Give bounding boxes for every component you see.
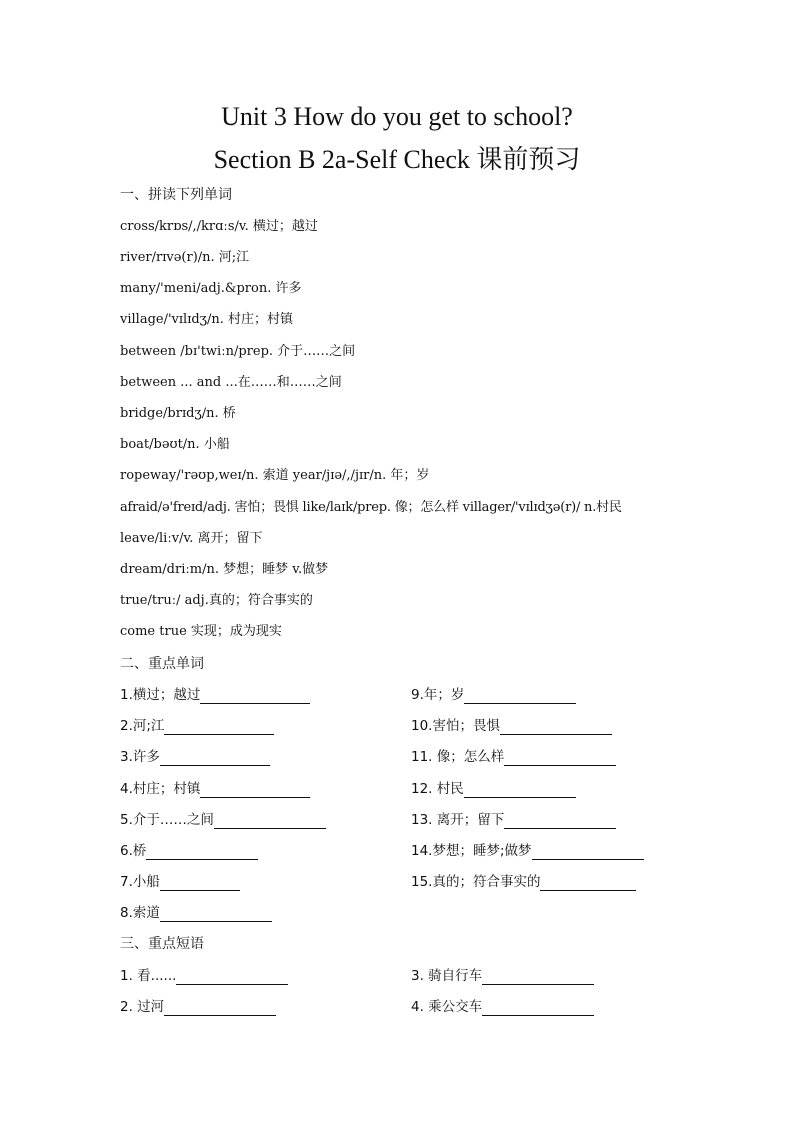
answer-blank[interactable] (482, 1000, 594, 1016)
exercise-prompt: 6.桥 (120, 843, 147, 859)
answer-blank[interactable] (160, 875, 240, 891)
section-heading-key-phrases: 三、重点短语 (120, 936, 204, 952)
exercise-prompt: 8.索道 (120, 905, 160, 921)
answer-blank[interactable] (500, 719, 612, 735)
exercise-item (411, 748, 616, 766)
vocab-line: come true 实现；成为现实 (120, 624, 282, 639)
page-title: Unit 3 How do you get to school? (221, 102, 573, 131)
vocab-line: between ... and ...在……和……之间 (120, 375, 342, 390)
answer-blank[interactable] (160, 750, 270, 766)
exercise-prompt: 1.横过；越过 (120, 687, 201, 703)
exercise-prompt: 4.村庄；村镇 (120, 781, 201, 797)
exercise-prompt: 3. 骑自行车 (411, 968, 483, 984)
exercise-item (411, 842, 644, 860)
exercise-item (411, 780, 576, 798)
exercise-prompt: 11. 像；怎么样 (411, 749, 505, 765)
answer-blank[interactable] (164, 719, 274, 735)
exercise-prompt: 14.梦想；睡梦;做梦 (411, 843, 532, 859)
exercise-prompt: 12. 村民 (411, 781, 464, 797)
exercise-item (120, 717, 274, 735)
answer-blank[interactable] (164, 1000, 276, 1016)
exercise-item (411, 686, 576, 704)
vocab-line: dream/driːm/n. 梦想；睡梦 v.做梦 (120, 562, 329, 577)
exercise-prompt: 5.介于……之间 (120, 812, 214, 828)
exercise-prompt: 7.小船 (120, 874, 160, 890)
exercise-item (120, 842, 258, 860)
vocab-line: ropeway/'rəʊp,weɪ/n. 索道 year/jɪə/,/jɪr/n. 年；岁 (120, 468, 430, 483)
exercise-item (120, 748, 270, 766)
answer-blank[interactable] (482, 969, 594, 985)
exercise-prompt: 3.许多 (120, 749, 160, 765)
exercise-item (120, 998, 276, 1016)
answer-blank[interactable] (146, 844, 258, 860)
answer-blank[interactable] (214, 813, 326, 829)
section-heading-key-words: 二、重点单词 (120, 656, 204, 672)
exercise-prompt: 2.河;江 (120, 718, 165, 734)
exercise-item (120, 904, 272, 922)
exercise-item (411, 811, 616, 829)
vocab-line: boat/bəʊt/n. 小船 (120, 437, 230, 452)
exercise-item (120, 780, 310, 798)
exercise-item (411, 717, 612, 735)
vocab-line: village/'vɪlɪdʒ/n. 村庄；村镇 (120, 312, 294, 327)
vocab-line: cross/krɒs/,/krɑːs/v. 横过；越过 (120, 219, 318, 234)
vocab-line: between /bɪ'twiːn/prep. 介于……之间 (120, 344, 356, 359)
answer-blank[interactable] (504, 813, 616, 829)
answer-blank[interactable] (504, 750, 616, 766)
vocab-line: afraid/ə'freɪd/adj. 害怕；畏惧 like/laɪk/prep. 像；怎么样 villager/'vɪlɪdʒə(r)/ n.村民 (120, 500, 622, 515)
exercise-item (120, 967, 288, 985)
exercise-item (411, 998, 594, 1016)
answer-blank[interactable] (464, 782, 576, 798)
exercise-prompt: 15.真的；符合事实的 (411, 874, 541, 890)
exercise-item (411, 873, 636, 891)
exercise-item (411, 967, 594, 985)
exercise-prompt: 4. 乘公交车 (411, 999, 483, 1015)
exercise-prompt: 13. 离开；留下 (411, 812, 505, 828)
section-heading-spelling: 一、拼读下列单词 (120, 187, 232, 203)
answer-blank[interactable] (532, 844, 644, 860)
exercise-prompt: 9.年；岁 (411, 687, 465, 703)
vocab-line: leave/liːv/v. 离开；留下 (120, 531, 263, 546)
answer-blank[interactable] (464, 688, 576, 704)
answer-blank[interactable] (160, 906, 272, 922)
answer-blank[interactable] (176, 969, 288, 985)
exercise-item (120, 811, 326, 829)
answer-blank[interactable] (540, 875, 636, 891)
exercise-item (120, 873, 240, 891)
exercise-prompt: 1. 看...... (120, 968, 177, 984)
vocab-line: true/truː/ adj.真的；符合事实的 (120, 593, 313, 608)
vocab-line: many/'meni/adj.&pron. 许多 (120, 281, 302, 296)
vocab-line: river/rɪvə(r)/n. 河;江 (120, 250, 250, 265)
answer-blank[interactable] (200, 688, 310, 704)
page-subtitle: Section B 2a-Self Check 课前预习 (213, 145, 581, 174)
exercise-prompt: 10.害怕；畏惧 (411, 718, 500, 734)
exercise-prompt: 2. 过河 (120, 999, 165, 1015)
answer-blank[interactable] (200, 782, 310, 798)
vocab-line: bridge/brɪdʒ/n. 桥 (120, 406, 236, 421)
exercise-item (120, 686, 310, 704)
